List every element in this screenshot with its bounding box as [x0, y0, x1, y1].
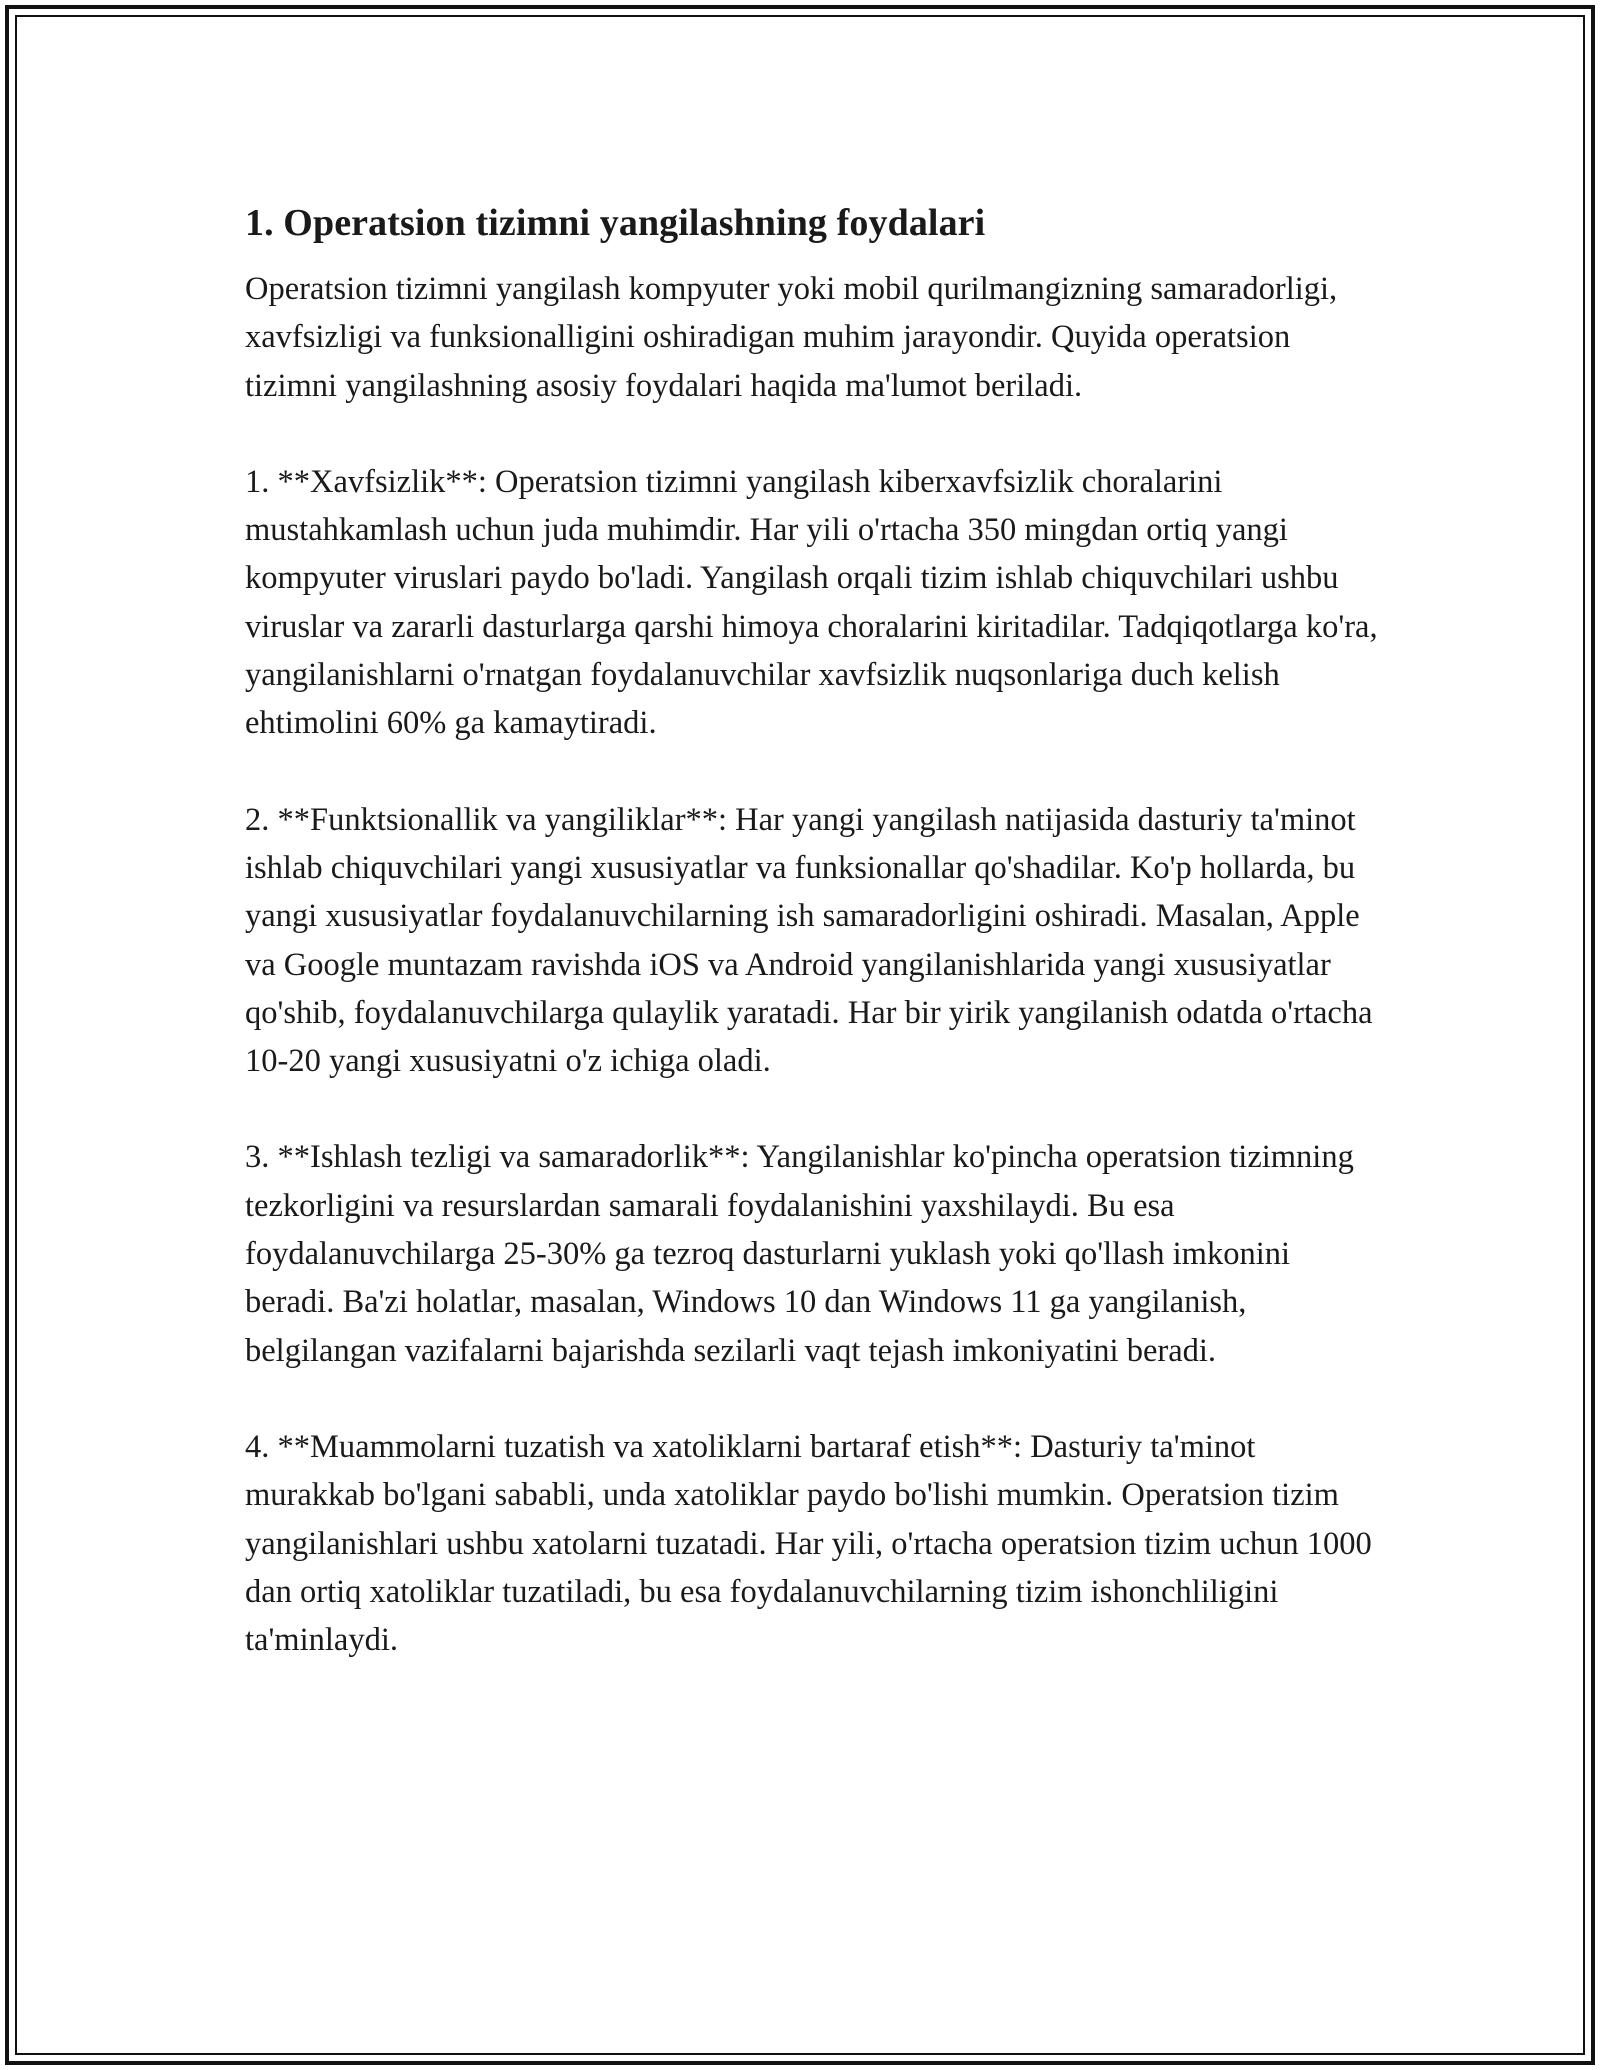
document-body: [245, 197, 1385, 1712]
page-frame: [5, 5, 1595, 2065]
paragraph-bug-fixes: 4. **Muammolarni tuzatish va xatoliklarni bartaraf etish**: Dasturiy ta'minot murakkab bo'lgani sababli, unda xatoliklar paydo bo'lishi mumkin. Operatsion tizim yangilanishlari ushbu xatolarni tuzatadi. Har yili, o'rtacha operatsion tizim uchun 1000 dan ortiq xatoliklar tuzatiladi, bu esa foydalanuvchilarning tizim ishonchliligini ta'minlaydi.: [245, 1428, 1372, 1659]
paragraph-functionality: 2. **Funktsionallik va yangiliklar**: Har yangi yangilash natijasida dasturiy ta'minot ishlab chiquvchilari yangi xususiyatlar va funksionallar qo'shadilar. Ko'p hollarda, bu yangi xususiyatlar foydalanuvchilarning ish samaradorligini oshiradi. Masalan, Apple va Google muntazam ravishda iOS va Android yangilanishlarida yangi xususiyatlar qo'shib, foydalanuvchilarga qulaylik yaratadi. Har bir yirik yangilanish odatda o'rtacha 10-20 yangi xususiyatni o'z ichiga oladi.: [245, 801, 1373, 1080]
intro-paragraph: Operatsion tizimni yangilash kompyuter yoki mobil qurilmangizning samaradorligi, xavfsizligi va funksionalligini oshiradigan muhim jarayondir. Quyida operatsion tizimni yangilashning asosiy foydalari haqida ma'lumot beriladi.: [245, 271, 1338, 404]
document-title: 1. Operatsion tizimni yangilashning foydalari: [245, 202, 986, 244]
paragraph-security: 1. **Xavfsizlik**: Operatsion tizimni yangilash kiberxavfsizlik choralarini mustahkamlash uchun juda muhimdir. Har yili o'rtacha 350 mingdan ortiq yangi kompyuter viruslari paydo bo'ladi. Yangilash orqali tizim ishlab chiquvchilari ushbu viruslar va zararli dasturlarga qarshi himoya choralarini kiritadilar. Tadqiqotlarga ko'ra, yangilanishlarni o'rnatgan foydalanuvchilar xavfsizlik nuqsonlariga duch kelish ehtimolini 60% ga kamaytiradi.: [245, 463, 1378, 742]
paragraph-performance: 3. **Ishlash tezligi va samaradorlik**: Yangilanishlar ko'pincha operatsion tizimning tezkorligini va resurslardan samarali foydalanishini yaxshilaydi. Bu esa foydalanuvchilarga 25-30% ga tezroq dasturlarni yuklash yoki qo'llash imkonini beradi. Ba'zi holatlar, masalan, Windows 10 dan Windows 11 ga yangilanish, belgilangan vazifalarni bajarishda sezilarli vaqt tejash imkoniyatini beradi.: [245, 1139, 1354, 1369]
